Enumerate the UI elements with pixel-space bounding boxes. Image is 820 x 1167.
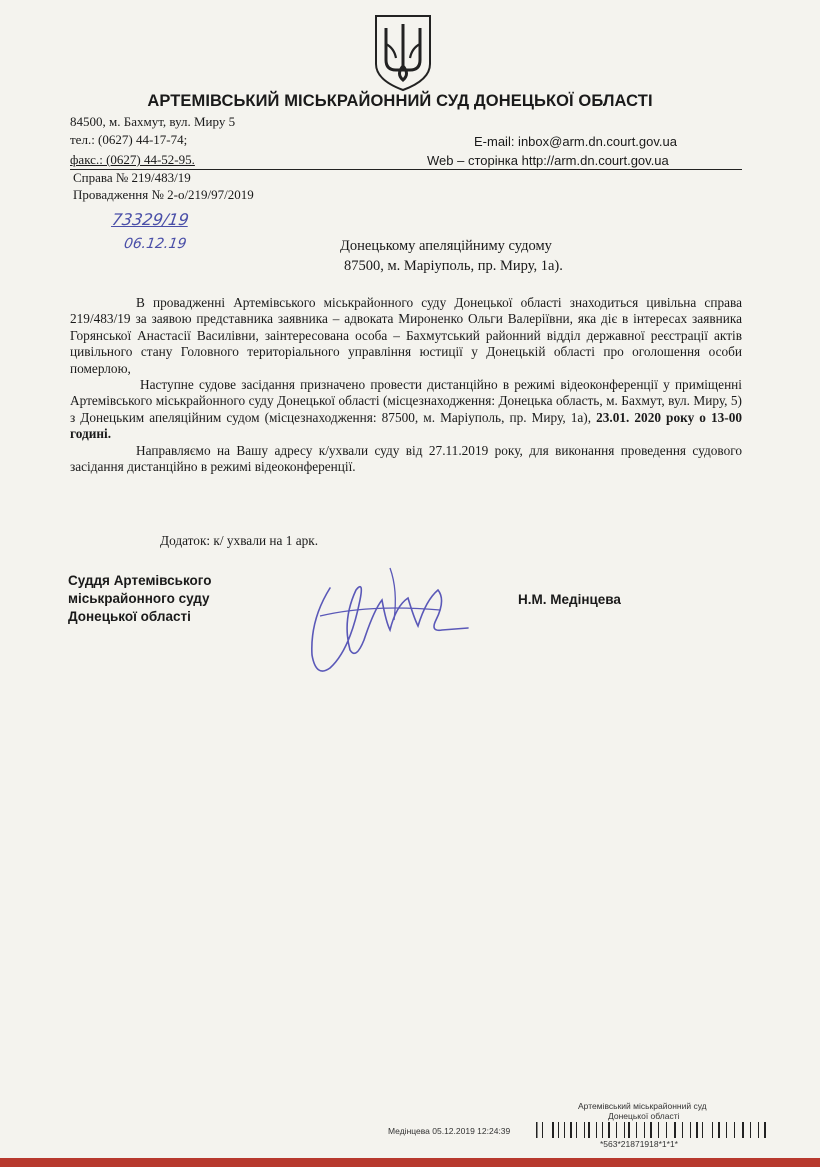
barcode-icon xyxy=(536,1122,768,1138)
attachment-note: Додаток: к/ ухвали на 1 арк. xyxy=(160,533,319,548)
court-phone: тел.: (0627) 44-17-74; xyxy=(70,132,188,147)
addressee-address: 87500, м. Маріуполь, пр. Миру, 1а). xyxy=(344,258,563,274)
addressee-block xyxy=(340,236,660,276)
stamp-registered: Медінцева 05.12.2019 12:24:39 xyxy=(388,1126,511,1136)
judge-title-line-3: Донецької області xyxy=(68,609,191,624)
court-name: АРТЕМІВСЬКИЙ МІСЬКРАЙОННИЙ СУД ДОНЕЦЬКОЇ ОБЛАСТІ xyxy=(147,92,653,110)
court-fax: факс.: (0627) 44-52-95. xyxy=(70,152,195,167)
paragraph-3: Направляємо на Вашу адресу к/ухвали суду від 27.11.2019 року, для виконання проведення судового засідання дистанційно в режимі відеоконференції. xyxy=(70,442,742,475)
addressee-name: Донецькому апеляційниму судому xyxy=(340,238,552,254)
court-website: Web – сторінка http://arm.dn.court.gov.ua xyxy=(427,153,669,168)
proceeding-number: Провадження № 2-о/219/97/2019 xyxy=(73,187,254,202)
scan-edge-strip xyxy=(0,1158,820,1167)
court-address: 84500, м. Бахмут, вул. Миру 5 xyxy=(70,114,236,129)
paragraph-1: В провадженні Артемівського міськрайонного суду Донецької області знаходиться цивільна справа 219/483/19 за заявою представника заявника – адвоката Мироненко Ольги Валеріївни, яка діє в інтересах заявника Горянської Анастасії Василівни, заінтересована особа – Бахмутський районний відділ державної реєстрації актів цивільного стану Головного територіального управління юстиції у Донецькій області про оголошення особи померлою, xyxy=(70,295,742,376)
barcode-text: *563*21871918*1*1* xyxy=(600,1139,678,1149)
paragraph-2-main: Наступне судове засідання призначено провести дистанційно в режимі відеоконференції у приміщенні Артемівського міськрайонного суду Донецької області (місцезнаходження: Донецька область, м. Бахмут, вул. Миру, 5) з Донецьким апеляційним судом (місцезнаходження: 87500, м. Маріуполь, пр. Миру, 1а), xyxy=(70,377,742,425)
court-email: E-mail: inbox@arm.dn.court.gov.ua xyxy=(474,134,677,149)
case-number: Справа № 219/483/19 xyxy=(73,170,191,185)
judge-title-line-2: міськрайонного суду xyxy=(68,591,210,606)
coat-of-arms-icon xyxy=(374,14,432,92)
handwritten-reg-number: 73329/19 xyxy=(110,210,190,229)
judge-name: Н.М. Медінцева xyxy=(518,592,621,607)
judge-title xyxy=(68,572,268,626)
paragraph-2 xyxy=(70,377,742,443)
body-text xyxy=(70,295,742,475)
hearing-datetime: 23.01. 2020 року о 13-00 годині. xyxy=(70,409,742,442)
judge-title-line-1: Суддя Артемівського xyxy=(68,573,212,588)
stamp-court-line-2: Донецької області xyxy=(608,1111,680,1121)
stamp-court-line-1: Артемівський міськрайонний суд xyxy=(578,1101,707,1111)
handwritten-date: 06.12.19 xyxy=(122,236,188,252)
handwritten-signature xyxy=(290,560,470,685)
